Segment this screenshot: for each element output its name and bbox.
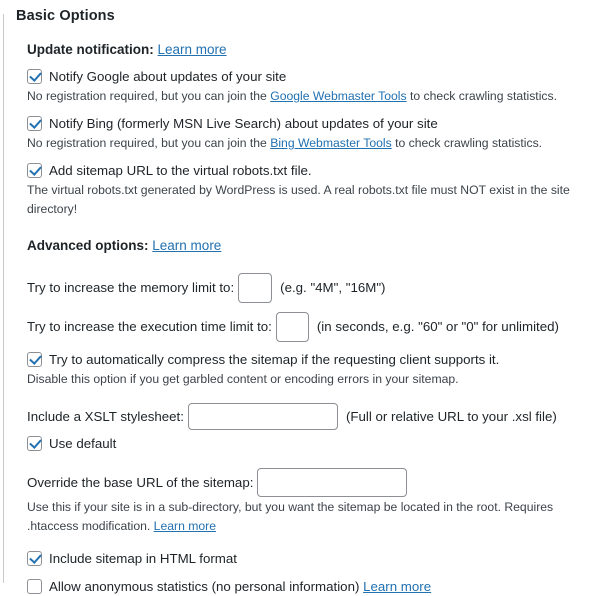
anonymous-statistics-checkbox[interactable]: [27, 579, 42, 594]
memory-limit-label: Try to increase the memory limit to:: [27, 280, 235, 295]
execution-time-limit-hint: (in seconds, e.g. "60" or "0" for unlimited): [316, 319, 559, 334]
notify-bing-description: [27, 134, 583, 153]
anonymous-statistics-text: Allow anonymous statistics (no personal information): [49, 579, 360, 594]
xslt-stylesheet-hint: (Full or relative URL to your .xsl file): [345, 408, 557, 424]
execution-time-limit-input[interactable]: [276, 312, 309, 342]
base-url-description: [27, 498, 583, 536]
add-sitemap-robots-description: The virtual robots.txt generated by WordPress is used. A real robots.txt file must NOT exist in the site directory!: [27, 183, 570, 216]
update-notification-heading: [27, 42, 590, 57]
notify-google-desc-before: No registration required, but you can join the: [27, 89, 271, 103]
notify-bing-desc-before: No registration required, but you can join the: [27, 136, 271, 150]
advanced-options-heading: [27, 238, 590, 253]
xslt-stylesheet-input[interactable]: [188, 403, 338, 430]
memory-limit-hint: (e.g. "4M", "16M"): [280, 280, 386, 295]
execution-time-limit-row: [27, 312, 590, 342]
add-sitemap-robots-label: Add sitemap URL to the virtual robots.txt file.: [49, 163, 312, 178]
html-format-checkbox[interactable]: [27, 551, 42, 566]
notify-google-row[interactable]: [27, 68, 590, 86]
compress-sitemap-checkbox[interactable]: [27, 352, 42, 367]
advanced-options-learn-more-link[interactable]: Learn more: [152, 238, 222, 253]
page-title: Basic Options: [16, 8, 115, 24]
advanced-options-label: Advanced options:: [27, 238, 149, 253]
xslt-stylesheet-row: [27, 403, 590, 430]
base-url-input[interactable]: [257, 468, 407, 497]
base-url-row: [27, 468, 590, 497]
use-default-label: Use default: [49, 436, 117, 451]
use-default-row[interactable]: [27, 435, 590, 453]
notify-bing-label: Notify Bing (formerly MSN Live Search) about updates of your site: [49, 116, 438, 131]
use-default-checkbox[interactable]: [27, 436, 42, 451]
notify-google-description: [27, 87, 583, 106]
bing-webmaster-tools-link[interactable]: Bing Webmaster Tools: [270, 136, 392, 150]
add-sitemap-robots-row[interactable]: [27, 162, 590, 180]
anonymous-statistics-label: [49, 578, 431, 596]
notify-bing-row[interactable]: [27, 115, 590, 133]
google-webmaster-tools-link[interactable]: Google Webmaster Tools: [270, 89, 407, 103]
options-body: [0, 42, 600, 596]
execution-time-limit-label: Try to increase the execution time limit to:: [27, 319, 272, 334]
update-notification-learn-more-link[interactable]: Learn more: [157, 42, 227, 57]
anonymous-statistics-learn-more-link[interactable]: Learn more: [363, 579, 432, 594]
compress-sitemap-row[interactable]: [27, 351, 590, 369]
update-notification-label: Update notification:: [27, 42, 154, 57]
notify-google-desc-after: to check crawling statistics.: [406, 89, 557, 103]
memory-limit-row: [27, 273, 590, 303]
notify-google-checkbox[interactable]: [27, 69, 42, 84]
notify-bing-checkbox[interactable]: [27, 116, 42, 131]
memory-limit-input[interactable]: [238, 273, 272, 303]
base-url-learn-more-link[interactable]: Learn more: [153, 519, 216, 533]
html-format-row[interactable]: [27, 550, 590, 568]
compress-sitemap-description: Disable this option if you get garbled content or encoding errors in your sitemap.: [27, 372, 459, 386]
notify-bing-desc-after: to check crawling statistics.: [391, 136, 543, 150]
notify-google-label: Notify Google about updates of your site: [49, 69, 287, 84]
compress-sitemap-label: Try to automatically compress the sitemap if the requesting client supports it.: [49, 352, 500, 367]
html-format-label: Include sitemap in HTML format: [49, 551, 237, 566]
xslt-stylesheet-label: Include a XSLT stylesheet:: [27, 408, 184, 424]
anonymous-statistics-row[interactable]: [27, 578, 590, 596]
add-sitemap-robots-checkbox[interactable]: [27, 163, 42, 178]
base-url-label: Override the base URL of the sitemap:: [27, 474, 254, 490]
base-url-desc-before: Use this if your site is in a sub-directory, but you want the sitemap be located in the root. Requires .htaccess modification.: [27, 500, 554, 533]
